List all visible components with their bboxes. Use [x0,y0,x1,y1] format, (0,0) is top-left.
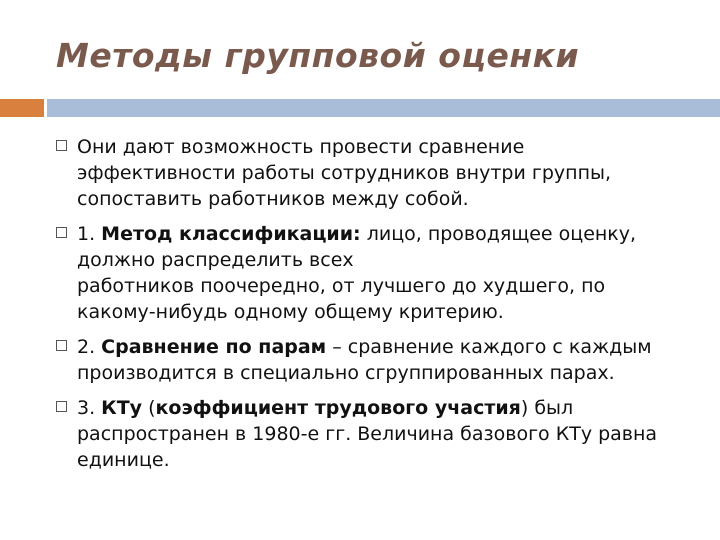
bullet-text-continued: работников поочередно, от лучшего до худшего, по какому-нибудь одному общему критерию. [77,275,606,323]
bullet-term: Сравнение по парам [101,336,327,358]
bullet-item-intro [56,134,686,212]
bullet-number: 1. [77,223,102,245]
slide-title: Методы групповой оценки [56,36,580,75]
bullet-term: КТу [101,397,143,419]
bullet-item-pairs [56,334,686,386]
bullet-paren: ( [142,397,156,419]
bullet-text: лицо, проводящее оценку, должно распределить всех [77,223,637,271]
hollow-square-bullet-icon [56,340,67,351]
bullet-number: 2. [77,336,102,358]
bullet-text: – сравнение каждого с каждым производится в специально сгруппированных парах. [77,336,652,384]
hollow-square-bullet-icon [56,401,67,412]
bullet-item-classification [56,221,686,325]
bullet-list [56,134,686,482]
hollow-square-bullet-icon [56,227,67,238]
title-bar-rule [47,99,720,117]
title-accent-rule [0,99,44,117]
bullet-number: 3. [77,397,102,419]
bullet-term-expanded: коэффициент трудового участия [155,397,521,419]
hollow-square-bullet-icon [56,140,67,151]
bullet-term: Метод классификации: [101,223,361,245]
bullet-item-ktu [56,395,686,473]
bullet-text: ) был распространен в 1980-е гг. Величина базового КТу равна единице. [77,397,658,471]
bullet-text: Они дают возможность провести сравнение эффективности работы сотрудников внутри группы, сопоставить работников между собой. [77,136,612,210]
